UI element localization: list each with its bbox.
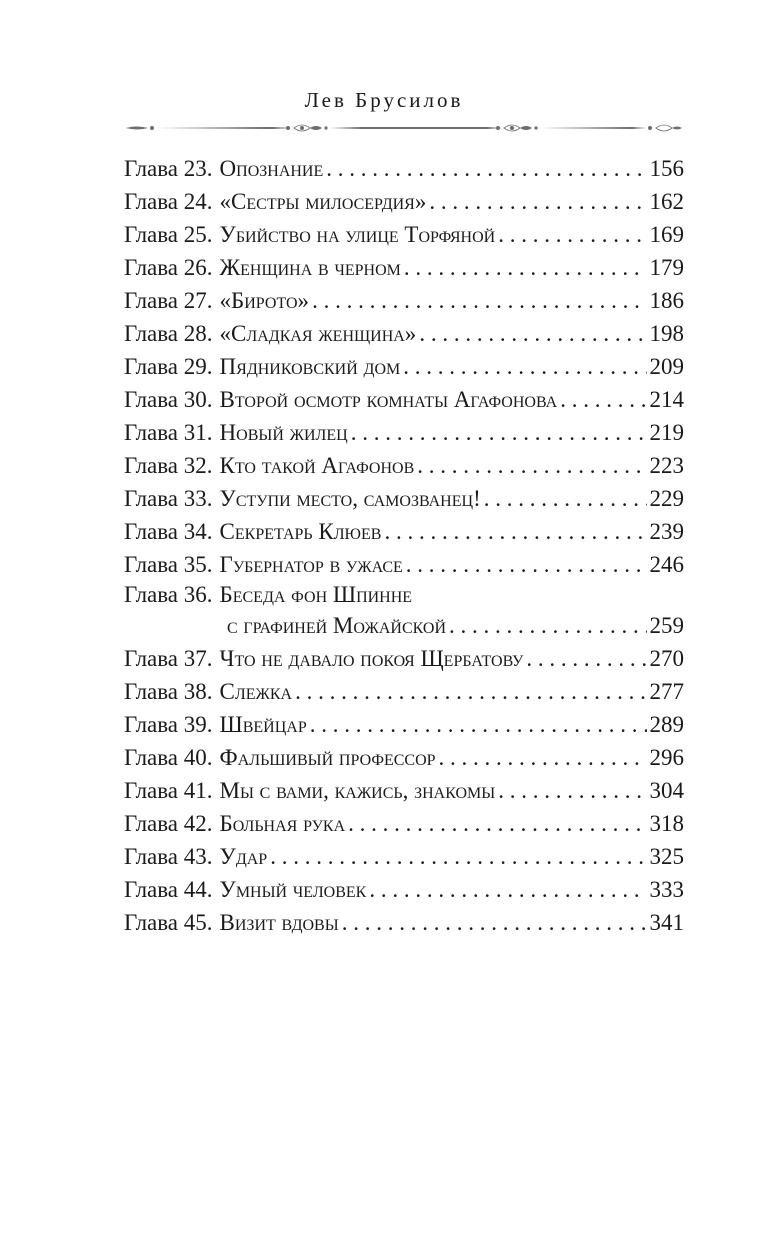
dot-leader <box>369 873 646 906</box>
toc-entry[interactable] <box>124 152 684 185</box>
dot-leader <box>342 906 647 939</box>
chapter-number: Глава 29. <box>124 354 213 379</box>
chapter-title: Умный человек <box>219 877 367 902</box>
dot-leader <box>498 774 646 807</box>
dot-leader <box>498 218 646 251</box>
toc-entry[interactable] <box>124 317 684 350</box>
dot-leader <box>351 416 647 449</box>
toc-entry[interactable] <box>124 284 684 317</box>
toc-entry[interactable] <box>124 218 684 251</box>
dot-leader <box>270 840 646 873</box>
chapter-number: Глава 37. <box>124 646 213 671</box>
page-number: 239 <box>649 519 684 544</box>
chapter-title: Новый жилец <box>219 420 348 445</box>
page-number: 156 <box>649 156 684 181</box>
chapter-number: Глава 41. <box>124 778 213 803</box>
chapter-title: Беседа фон Шпинне <box>219 582 413 607</box>
page-number: 318 <box>649 811 684 836</box>
toc-entry[interactable] <box>124 581 684 609</box>
chapter-number: Глава 45. <box>124 910 213 935</box>
dot-leader <box>449 609 646 642</box>
page-number: 214 <box>649 387 684 412</box>
dot-leader <box>484 482 647 515</box>
chapter-number: Глава 44. <box>124 877 213 902</box>
chapter-title: Больная рука <box>219 811 346 836</box>
dot-leader <box>404 251 647 284</box>
chapter-title-continuation: с графиней Можайской <box>227 613 447 638</box>
chapter-title: Кто такой Агафонов <box>219 453 415 478</box>
chapter-title: Швейцар <box>219 712 307 737</box>
table-of-contents <box>124 152 684 939</box>
dot-leader <box>312 284 646 317</box>
toc-entry[interactable] <box>124 675 684 708</box>
chapter-number: Глава 25. <box>124 222 213 247</box>
toc-entry[interactable] <box>124 416 684 449</box>
dot-leader <box>526 642 646 675</box>
toc-entry[interactable] <box>124 642 684 675</box>
page-number: 179 <box>649 255 684 280</box>
chapter-number: Глава 35. <box>124 552 213 577</box>
dot-leader <box>403 350 646 383</box>
page-number: 270 <box>649 646 684 671</box>
toc-entry[interactable] <box>124 482 684 515</box>
chapter-title: Что не давало покоя Щербатову <box>219 646 524 671</box>
chapter-title: Визит вдовы <box>219 910 339 935</box>
chapter-number: Глава 30. <box>124 387 213 412</box>
page-number: 277 <box>649 679 684 704</box>
chapter-title: Удар <box>219 844 268 869</box>
chapter-number: Глава 23. <box>124 156 213 181</box>
decorative-rule-ornament <box>122 119 684 137</box>
chapter-title: Женщина в черном <box>219 255 401 280</box>
toc-entry[interactable] <box>124 383 684 416</box>
chapter-number: Глава 40. <box>124 745 213 770</box>
page-number: 186 <box>649 288 684 313</box>
chapter-number: Глава 38. <box>124 679 213 704</box>
chapter-number: Глава 39. <box>124 712 213 737</box>
chapter-title: Второй осмотр комнаты Агафонова <box>219 387 558 412</box>
chapter-number: Глава 31. <box>124 420 213 445</box>
chapter-title: Слежка <box>219 679 293 704</box>
dot-leader <box>295 675 646 708</box>
chapter-number: Глава 36. <box>124 582 213 607</box>
page-number: 333 <box>649 877 684 902</box>
page-number: 289 <box>649 712 684 737</box>
dot-leader <box>348 807 646 840</box>
toc-entry[interactable] <box>124 840 684 873</box>
dot-leader <box>326 152 646 185</box>
dot-leader <box>439 741 647 774</box>
chapter-number: Глава 42. <box>124 811 213 836</box>
toc-entry[interactable] <box>124 548 684 581</box>
chapter-number: Глава 27. <box>124 288 213 313</box>
chapter-number: Глава 34. <box>124 519 213 544</box>
dot-leader <box>384 515 646 548</box>
toc-entry[interactable] <box>124 350 684 383</box>
page-number: 229 <box>649 486 684 511</box>
dot-leader <box>419 317 646 350</box>
running-header-author: Лев Брусилов <box>304 88 464 112</box>
dot-leader <box>429 185 646 218</box>
toc-entry[interactable] <box>124 449 684 482</box>
toc-entry-continuation[interactable] <box>124 609 684 642</box>
chapter-title: Уступи место, самозванец! <box>219 486 481 511</box>
chapter-title: Губернатор в ужасе <box>219 552 403 577</box>
page-number: 341 <box>649 910 684 935</box>
chapter-title: «Бирото» <box>219 288 310 313</box>
page-number: 246 <box>649 552 684 577</box>
dot-leader <box>417 449 646 482</box>
chapter-title: Мы с вами, кажись, знакомы <box>219 778 496 803</box>
page-number: 325 <box>649 844 684 869</box>
page-number: 304 <box>649 778 684 803</box>
toc-entry[interactable] <box>124 185 684 218</box>
toc-entry[interactable] <box>124 906 684 939</box>
page-number: 169 <box>649 222 684 247</box>
toc-entry[interactable] <box>124 251 684 284</box>
chapter-number: Глава 24. <box>124 189 213 214</box>
toc-entry[interactable] <box>124 708 684 741</box>
chapter-title: Опознание <box>219 156 324 181</box>
chapter-title: Убийство на улице Торфяной <box>219 222 496 247</box>
page-number: 209 <box>649 354 684 379</box>
chapter-title: Фальшивый профессор <box>219 745 436 770</box>
chapter-number: Глава 26. <box>124 255 213 280</box>
page-number: 223 <box>649 453 684 478</box>
chapter-number: Глава 33. <box>124 486 213 511</box>
toc-entry[interactable] <box>124 807 684 840</box>
toc-entry[interactable] <box>124 741 684 774</box>
page-number: 198 <box>649 321 684 346</box>
chapter-number: Глава 32. <box>124 453 213 478</box>
page-number: 259 <box>649 613 684 638</box>
dot-leader <box>406 548 647 581</box>
page-number: 296 <box>649 745 684 770</box>
toc-entry[interactable] <box>124 515 684 548</box>
chapter-title: Секретарь Клюев <box>219 519 382 544</box>
chapter-title: Пядниковский дом <box>219 354 401 379</box>
page-number: 162 <box>649 189 684 214</box>
chapter-number: Глава 28. <box>124 321 213 346</box>
chapter-number: Глава 43. <box>124 844 213 869</box>
chapter-title: «Сладкая женщина» <box>219 321 417 346</box>
page-number: 219 <box>649 420 684 445</box>
dot-leader <box>560 383 646 416</box>
chapter-title: «Сестры милосердия» <box>219 189 427 214</box>
toc-entry[interactable] <box>124 873 684 906</box>
toc-entry[interactable] <box>124 774 684 807</box>
dot-leader <box>310 708 647 741</box>
